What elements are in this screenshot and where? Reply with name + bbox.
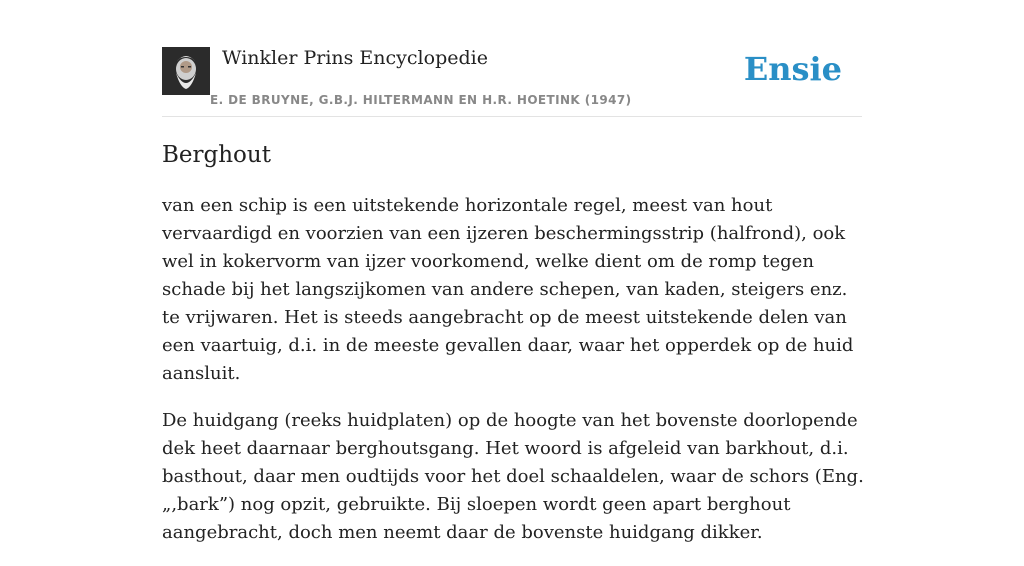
author-avatar[interactable] xyxy=(162,47,210,95)
entry-content xyxy=(162,192,865,566)
entry-paragraph: De huidgang (reeks huidplaten) op de hoogte van het bovenste doorlopende dek heet daarnaar berghoutsgang. Het woord is afgeleid van barkhout, d.i. basthout, daar men oudtijds voor het doel schaaldelen, waar de schors (Eng. „,bark”) nog opzit, gebruikte. Bij sloepen wordt geen apart berghout aangebracht, doch men neemt daar de bovenste huidgang dikker. xyxy=(162,410,864,543)
entry-paragraph: van een schip is een uitstekende horizontale regel, meest van hout vervaardigd en voorzien van een ijzeren beschermingsstrip (halfrond), ook wel in kokervorm van ijzer voorkomend, welke dient om de romp tegen schade bij het langszijkomen van andere schepen, van kaden, steigers enz. te vrijwaren. Het is steeds aangebracht op de meest uitstekende delen van een vaartuig, d.i. in de meeste gevallen daar, waar het opperdek op de huid aansluit. xyxy=(162,195,854,384)
book-title[interactable]: Winkler Prins Encyclopedie xyxy=(222,47,488,69)
page xyxy=(162,0,864,543)
book-authors: E. DE BRUYNE, G.B.J. HILTERMANN EN H.R. HOETINK (1947) xyxy=(210,93,632,107)
ensie-logo-link[interactable]: Ensie xyxy=(743,50,842,88)
author-portrait-icon xyxy=(162,47,210,95)
site-header xyxy=(162,0,862,117)
entry-title: Berghout xyxy=(162,142,271,168)
